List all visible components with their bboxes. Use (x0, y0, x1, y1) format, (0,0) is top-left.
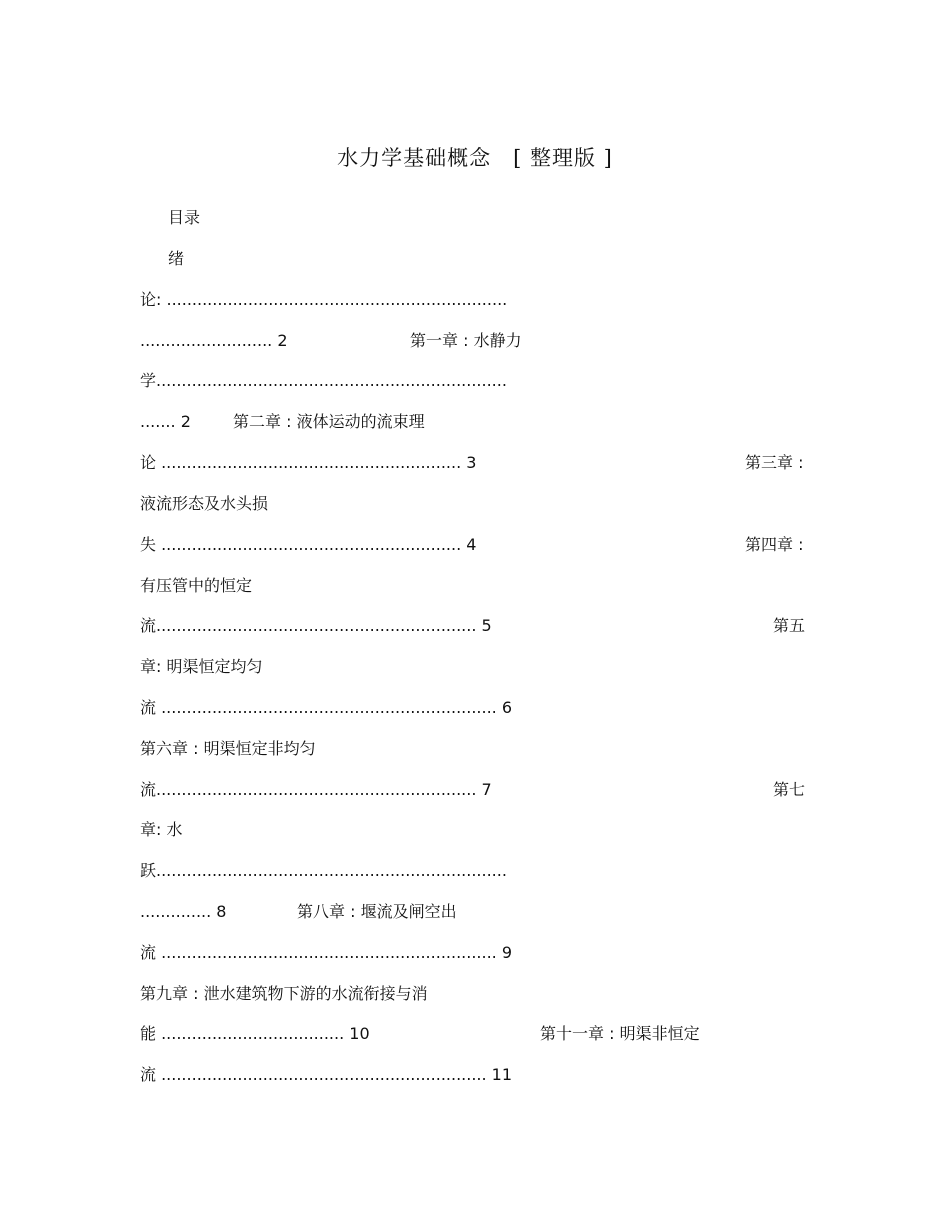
toc-line: 流............................................................... 7 (140, 780, 492, 799)
toc-line: 第三章 : (745, 453, 804, 472)
toc-line: .......................... 2 (140, 331, 288, 350)
toc-line: 章: 水 (140, 820, 183, 839)
toc-line: 第五 (773, 616, 806, 635)
toc-line: 流 .................................................................. 9 (140, 943, 513, 962)
toc-line: 有压管中的恒定 (140, 576, 253, 595)
toc-line: ....... 2 (140, 412, 191, 431)
toc-line: 第七 (773, 780, 806, 799)
toc-line: 失 ........................................................... 4 (140, 535, 477, 554)
document-title: 水力学基础概念 [ 整理版 ] (337, 146, 613, 170)
toc-line: 学..................................................................... (140, 371, 507, 390)
toc-line: 流............................................................... 5 (140, 616, 492, 635)
toc-line: 流 ................................................................ 11 (140, 1065, 513, 1084)
toc-line: .............. 8 (140, 902, 227, 921)
toc-line: 液流形态及水头损 (140, 494, 269, 513)
toc-line: 第六章 : 明渠恒定非均匀 (140, 739, 316, 758)
toc-line: 第十一章 : 明渠非恒定 (540, 1024, 700, 1043)
toc-line: 第一章 : 水静力 (410, 331, 522, 350)
toc-line: 论 ........................................................... 3 (140, 453, 477, 472)
toc-line: 第二章 : 液体运动的流束理 (233, 412, 425, 431)
toc-line: 第四章 : (745, 535, 804, 554)
toc-line: 章: 明渠恒定均匀 (140, 657, 263, 676)
toc-line: 能 .................................... 10 (140, 1024, 370, 1043)
toc-line: 绪 (168, 249, 185, 268)
toc-line: 流 .................................................................. 6 (140, 698, 513, 717)
toc-line: 跃..................................................................... (140, 861, 507, 880)
toc-line: 第八章 : 堰流及闸空出 (297, 902, 457, 921)
toc-line: 论: ................................................................... (140, 290, 508, 309)
toc-line: 第九章 : 泄水建筑物下游的水流衔接与消 (140, 984, 428, 1003)
toc-heading: 目录 (168, 208, 201, 227)
